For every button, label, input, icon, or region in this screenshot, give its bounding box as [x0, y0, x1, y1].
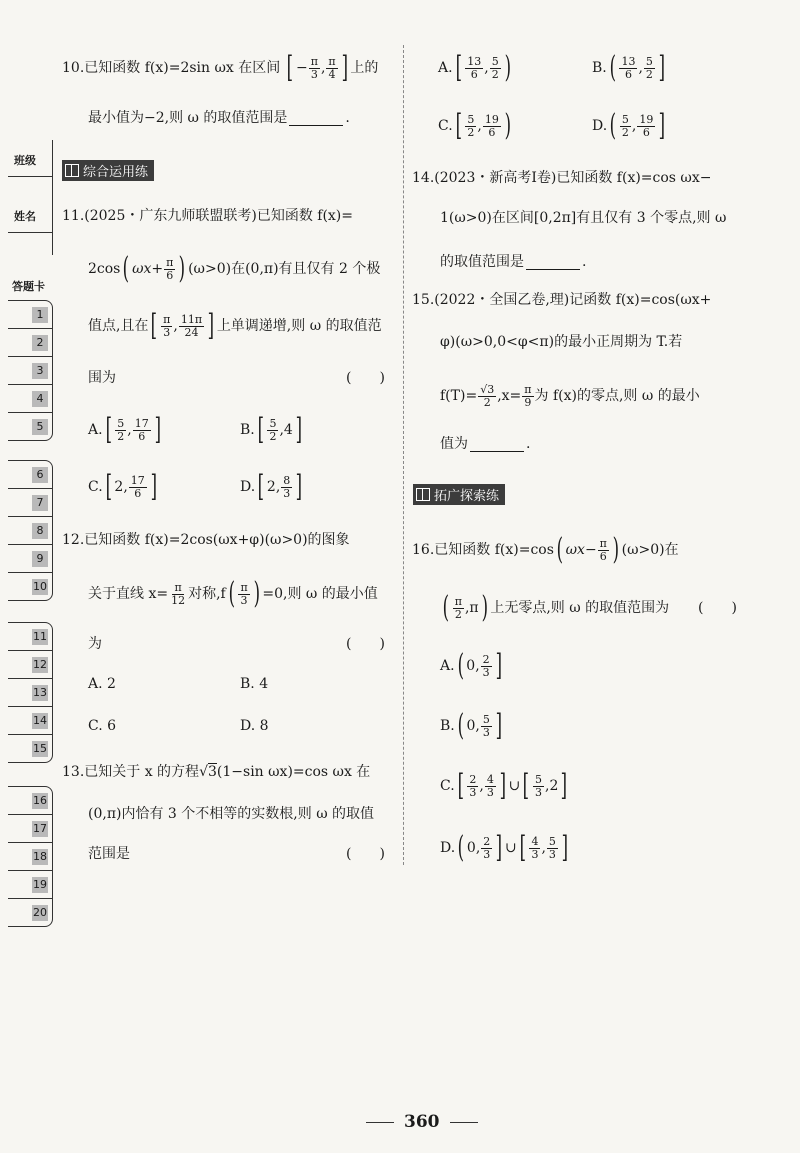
answer-card-group [8, 300, 53, 441]
q13-line3: 范围是 [88, 846, 130, 862]
answer-card-cell[interactable] [8, 679, 52, 707]
q10-text-d: . [345, 110, 350, 126]
answer-card-cell[interactable] [8, 843, 52, 871]
q11-option-c[interactable]: C. [ 2 , $\frac{17}{6}$ ] [88, 469, 157, 504]
answer-card-number: 5 [32, 419, 48, 435]
q11-option-a[interactable]: A. [ $\frac{5}{2}$ , $\frac{17}{6}$ ] [88, 412, 161, 447]
answer-card-cell[interactable] [8, 413, 52, 440]
answer-card-cell[interactable] [8, 545, 52, 573]
q14-line2: 1(ω>0)在区间[0,2π]有且仅有 3 个零点,则 ω [440, 210, 727, 226]
q12-line2: 关于直线 x= $\frac{\pi}{12}$ 对称,f ( $\frac{\pi}{3}$ ) =0,则 ω 的最小值 [88, 576, 378, 611]
answer-card-cell[interactable] [8, 357, 52, 385]
q10-line1: 10.已知函数 f(x)=2sin ωx 在区间 [ − $\frac{\pi}{3}$ , $\frac{\pi}{4}$ ] 上的 [62, 50, 379, 85]
name-line [8, 232, 52, 233]
q12-option-b[interactable]: B. 4 [240, 676, 269, 692]
q10-text-b: 上的 [350, 60, 379, 76]
answer-card-cell[interactable] [8, 871, 52, 899]
q10-line2 [88, 104, 350, 132]
q12-paren[interactable]: ( ) [346, 636, 385, 652]
q10-frac-b: $\frac{\pi}{4}$ [328, 54, 336, 81]
answer-card-group [8, 622, 53, 763]
section-comprehensive: 综合运用练 [62, 160, 154, 181]
name-label: 姓名 [14, 210, 36, 223]
page-footer [356, 1112, 488, 1132]
q16-line2: ( $\frac{\pi}{2}$ ,π ) 上无零点,则 ω 的取值范围为 [442, 590, 670, 625]
q11-option-b[interactable]: B. [ $\frac{5}{2}$ , 4 ] [240, 412, 302, 447]
answer-card-cell[interactable] [8, 329, 52, 357]
answer-card-number: 4 [32, 391, 48, 407]
q13-line1: 13.已知关于 x 的方程 √3 (1−sin ωx)=cos ωx 在 [62, 758, 370, 786]
q10-frac-a: $\frac{\pi}{3}$ [310, 54, 318, 81]
q10-answer-blank[interactable] [289, 111, 343, 126]
answer-card-number: 3 [32, 363, 48, 379]
answer-card-group [8, 460, 53, 601]
answer-card-number: 9 [32, 551, 48, 567]
answer-card-number: 11 [33, 630, 47, 643]
answer-card-cell[interactable] [8, 899, 52, 926]
answer-card-cell[interactable] [8, 787, 52, 815]
q12-option-a[interactable]: A. 2 [88, 676, 116, 692]
q16-option-b[interactable]: B. ( 0, $\frac{5}{3}$ ] [440, 708, 502, 743]
q15-line1: 15.(2022・全国乙卷,理)记函数 f(x)=cos(ωx+ [412, 292, 712, 308]
q12-line1: 12.已知函数 f(x)=2cos(ωx+φ)(ω>0)的图象 [62, 532, 350, 548]
footer-dash-left [366, 1122, 394, 1123]
answer-card-label: 答题卡 [12, 280, 45, 293]
q15-line4: 值为 . [440, 436, 531, 452]
answer-card-number: 1 [32, 307, 48, 323]
q13-line2: (0,π)内恰有 3 个不相等的实数根,则 ω 的取值 [88, 806, 375, 822]
answer-card-cell[interactable] [8, 707, 52, 735]
book-icon [65, 164, 79, 177]
footer-dash-right [450, 1122, 478, 1123]
q11-paren[interactable]: ( ) [346, 370, 385, 386]
q15-line2: φ)(ω>0,0<φ<π)的最小正周期为 T.若 [440, 334, 683, 350]
answer-card-cell[interactable] [8, 489, 52, 517]
answer-card-cell[interactable] [8, 651, 52, 679]
q10-text-c: 最小值为−2,则 ω 的取值范围是 [88, 110, 288, 126]
answer-card-cell[interactable] [8, 573, 52, 600]
q11-phase-frac: $\frac{\pi}{6}$ [166, 255, 174, 282]
answer-card-cell[interactable] [8, 461, 52, 489]
page-number: 360 [404, 1112, 440, 1132]
q13-paren[interactable]: ( ) [346, 846, 385, 862]
answer-card-number: 20 [33, 906, 47, 919]
q13-option-c[interactable]: C. [ $\frac{5}{2}$ , $\frac{19}{6}$ ) [438, 108, 511, 143]
answer-card-number: 7 [32, 495, 48, 511]
class-label: 班级 [14, 154, 36, 167]
q16-option-d[interactable]: D. ( 0, $\frac{2}{3}$ ] ∪ [ $\frac{4}{3}$ , $\frac{5}{3}$ ] [440, 830, 568, 865]
answer-card-number: 15 [33, 742, 47, 755]
section-extended: 拓广探索练 [413, 484, 505, 505]
q12-line3: 为 [88, 636, 102, 652]
answer-card-number: 13 [33, 686, 47, 699]
q13-option-a[interactable]: A. [ $\frac{13}{6}$ , $\frac{5}{2}$ ) [438, 50, 511, 85]
answer-card-number: 16 [33, 794, 47, 807]
answer-card-cell[interactable] [8, 815, 52, 843]
q16-option-c[interactable]: C. [ $\frac{2}{3}$ , $\frac{4}{3}$ ] ∪ [ $\frac{5}{3}$ , 2 ] [440, 768, 568, 803]
book-icon [416, 488, 430, 501]
answer-card-number: 2 [32, 335, 48, 351]
answer-card-number: 17 [33, 822, 47, 835]
q14-answer-blank[interactable] [526, 255, 580, 270]
answer-card-number: 6 [32, 467, 48, 483]
answer-card-number: 8 [32, 523, 48, 539]
q14-line3: 的取值范围是 . [440, 254, 587, 270]
answer-card-number: 19 [33, 878, 47, 891]
q15-line3: f(T)= $\frac{√3}{2}$ ,x= $\frac{\pi}{9}$ 为 f(x)的零点,则 ω 的最小 [440, 382, 700, 409]
q11-line3: 值点,且在 [ $\frac{\pi}{3}$ , $\frac{11\pi}{24}$ ] 上单调递增,则 ω 的取值范 [88, 308, 382, 343]
answer-card-number: 18 [33, 850, 47, 863]
answer-card-cell[interactable] [8, 735, 52, 762]
answer-card-cell[interactable] [8, 623, 52, 651]
answer-card-cell[interactable] [8, 517, 52, 545]
q16-option-a[interactable]: A. ( 0, $\frac{2}{3}$ ] [440, 648, 502, 683]
answer-card-cell[interactable] [8, 385, 52, 413]
q15-answer-blank[interactable] [470, 437, 524, 452]
column-divider [403, 45, 404, 865]
answer-card-number: 12 [33, 658, 47, 671]
q11-option-d[interactable]: D. [ 2 , $\frac{8}{3}$ ] [240, 469, 303, 504]
side-rule [52, 140, 53, 255]
q11-line1: 11.(2025・广东九师联盟联考)已知函数 f(x)= [62, 208, 353, 224]
answer-card-number: 10 [33, 580, 47, 593]
answer-card-cell[interactable] [8, 301, 52, 329]
q16-line1: 16.已知函数 f(x)=cos ( ωx − $\frac{\pi}{6}$ ) (ω>0)在 [412, 532, 679, 567]
q13-option-b[interactable]: B. ( $\frac{13}{6}$ , $\frac{5}{2}$ ] [592, 50, 666, 85]
q13-option-d[interactable]: D. ( $\frac{5}{2}$ , $\frac{19}{6}$ ] [592, 108, 666, 143]
q10-text-a: 10.已知函数 f(x)=2sin ωx 在区间 [62, 60, 281, 76]
sqrt-symbol: √3 [199, 764, 217, 780]
answer-card-group [8, 786, 53, 927]
q11-line2: 2cos ( ωx + $\frac{\pi}{6}$ ) (ω>0)在(0,π)有且仅有 2 个极 [88, 251, 381, 286]
q16-paren[interactable]: ( ) [698, 600, 737, 616]
answer-card-number: 14 [33, 714, 47, 727]
q12-option-d[interactable]: D. 8 [240, 718, 269, 734]
q11-line4: 围为 [88, 370, 116, 386]
q12-option-c[interactable]: C. 6 [88, 718, 117, 734]
class-line [8, 176, 52, 177]
q14-line1: 14.(2023・新高考Ⅰ卷)已知函数 f(x)=cos ωx− [412, 170, 712, 186]
